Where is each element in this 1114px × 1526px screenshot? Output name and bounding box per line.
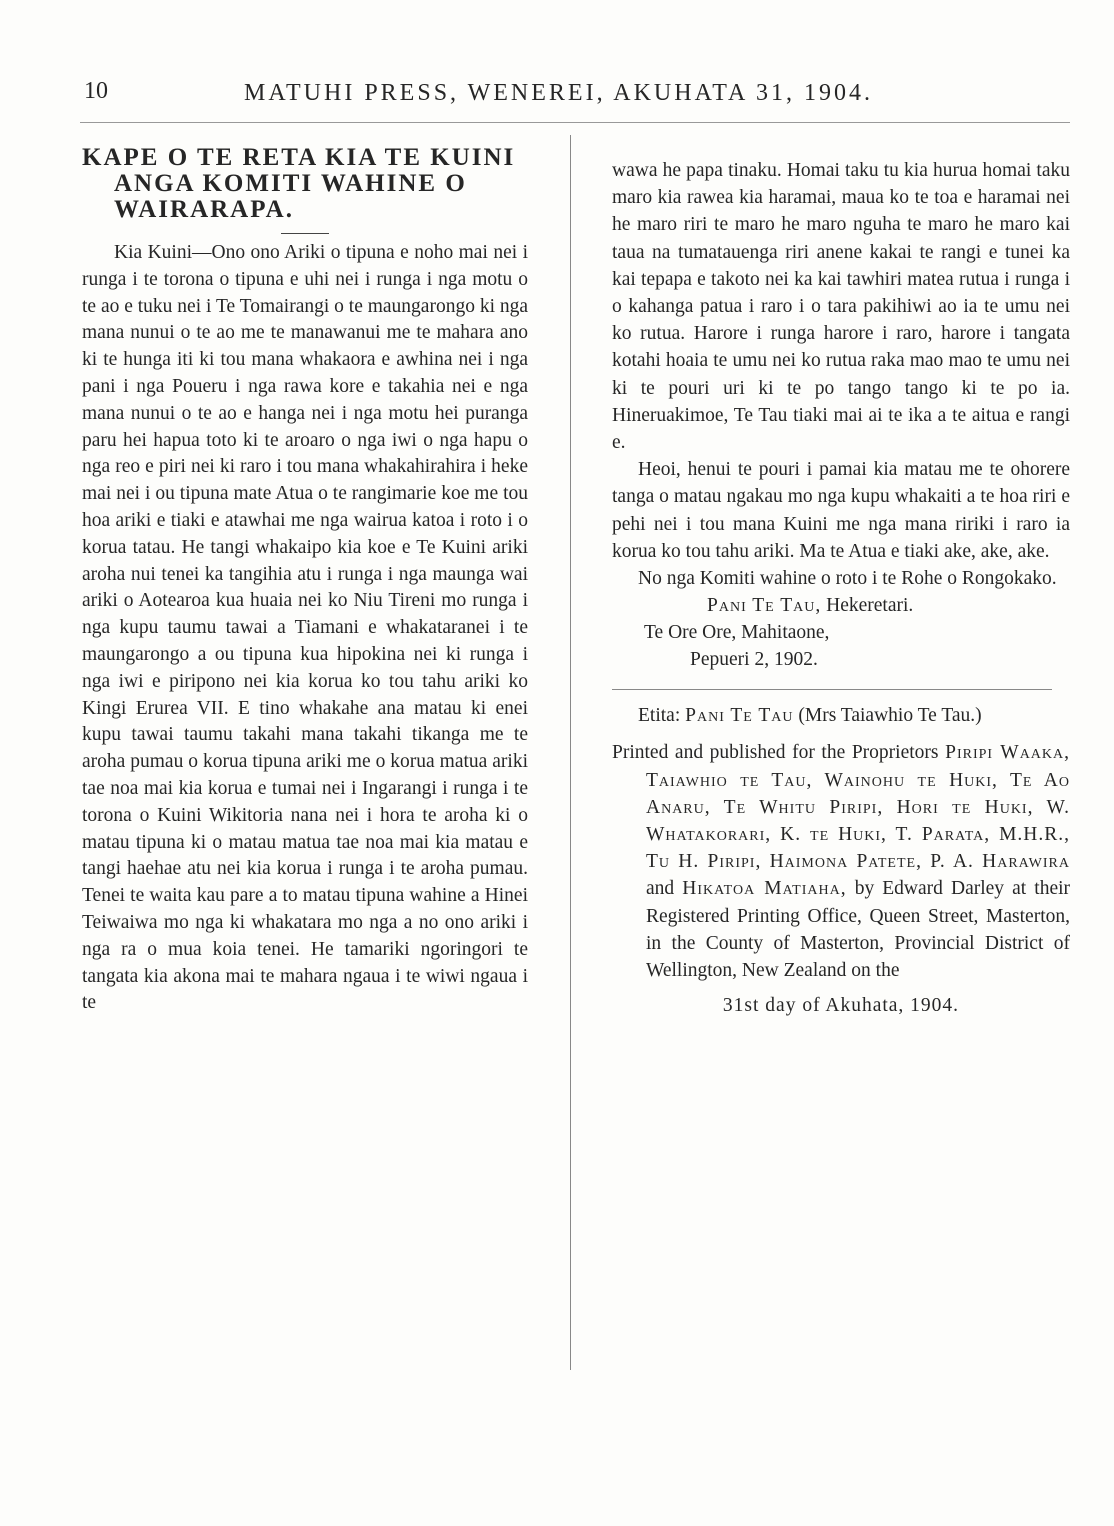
proprietors-list: Piripi Waaka, Taiawhio te Tau, Wainohu te Huki, Te Ao Anaru, Te Whitu Piripi, Hori te Huki, W. Whatakorari, K. te Huki, T. Parata, M.H.R., Tu H. Piripi, Haimona Patete, P. A. Harawira: [646, 742, 1071, 873]
editor-label: Etita:: [638, 705, 681, 727]
left-column: [82, 145, 528, 1017]
page-header: [84, 70, 1064, 120]
editor-name: Pani Te Tau: [685, 705, 794, 727]
title-rule: [281, 233, 329, 234]
right-column: [612, 157, 1070, 1020]
article-body-continued: wawa he papa tinaku. Homai taku tu kia hurua homai taku maro kia rawea kia haramai, maua ko te toa e haramai nei he maro riri te maro he maro nguha te maro he maro kai taua na tumatauenga riri anene kakai te rangi e tunei ka kai tepapa e takoto nei ka kai tawhiri matea rutua i runga i o kahanga patua i raro i o tara pakihiwi ao ia te umu nei ko rutua. Harore i runga harore i raro, harore i tangata kotahi hoaia te umu nei ko rutua raka mao mao te umu nei ki te pouri uri ki te po tango tango ki te po ia. Hineruakimoe, Te Tau tiaki mai ai te ika a te aitua e rangi e.: [612, 160, 1070, 454]
article-body-left: Kia Kuini—Ono ono Ariki o tipuna e noho mai nei i runga i te torona o tipuna e uhi nei i runga i nga motu o te ao e tuku nei i Te Tomairangi o te maungarongo ki nga mana nunui o te ao me te manawanui me te mahara ano ki te hunga iti ki tou mana whakaora e awhina nei i nga pani i nga Poueru i nga rawa kore e takahia nei e nga mana nunui o te ao e hanga nei i nga motu hei puranga paru hei hapua toto ki te aroaro o nga iwi o nga hapu o nga reo e piri nei ki raro i tou mana whakahirahira i heke mai nei i ou tipuna mate Atua o te rangimarie koe me tou hoa ariki e tiaki e atawhai me nga wairua katoa i roto i o korua tatau. He tangi whakaipo kia koe e Te Kuini ariki aroha nui tenei ka tangihia atu i runga i nga maunga wai ariki o Aotearoa kua huaia nei ko Niu Tireni mo runga i nga kupu taumu tawai a Tiamani e whakataranei i te maungarongo a ou tipuna kua hipokina nei ki runga i nga iwi e piripono nei kia korua ko tou tahu ariki ko Kingi Erurea VII. E tino whakahe ana matau ki enei kupu tawai taumu takahi mana takahi tikanga me te aroha pumau o korua tipuna ariki me o korua matua ariki tae noa mai kia korua e tumai nei i Ingarangi i runga i te torona o Kuini Wikitoria nana nei i hora te aroha ki o matau tipuna ki o matau matua tae noa mai kia matau e tangi haehae atu nei kia korua i runga i te aroha pumau. Tenei te waita kau pare a to matau tipuna wahine a Hinei Teiwaiwa mo nga ki whakatara mo nga a no ono ariki i nga ra o mua koia tenei. He tamariki ngoringori te tangata kia akona mai te mahara ngaua i te wiwi ngaua i te: [82, 242, 529, 1014]
imprint: [612, 739, 1070, 984]
header-rule: [80, 122, 1070, 123]
letter-date: Pepueri 2, 1902.: [690, 649, 818, 671]
imprint-intro: Printed and published for the Proprietors: [612, 742, 939, 764]
article-title: KAPE O TE RETA KIA TE KUINI ANGA KOMITI WAHINE O WAIRARAPA.: [82, 144, 516, 223]
colophon-rule: [612, 689, 1052, 690]
masthead: MATUHI PRESS, WENEREI, AKUHATA 31, 1904.: [244, 80, 873, 106]
proprietor-last: Hikatoa Matiaha,: [682, 878, 847, 900]
editor-line: [612, 702, 1070, 729]
signature-name: Pani Te Tau,: [707, 595, 822, 617]
signature: [612, 592, 1070, 619]
letter-place: Te Ore Ore, Mahitaone,: [644, 622, 830, 644]
article-paragraph-heoi: Heoi, henui te pouri i pamai kia matau me te ohorere tanga o matau ngakau mo nga kupu whakaiti a te hoa riri e pehi nei i tou mana Kuini me nga mana ririki i raro ia korua ko tou tahu ariki. Ma te Atua e tiaki ake, ake, ake.: [612, 459, 1070, 562]
imprint-printer: by Edward Darley at their Registered Printing Office, Queen Street, Masterton, in the County of Masterton, Provincial District of Wellington, New Zealand on the: [646, 878, 1071, 982]
signature-role: Hekeretari.: [826, 595, 914, 617]
publication-date: 31st day of Akuhata, 1904.: [722, 995, 960, 1017]
imprint-and: and: [646, 878, 675, 900]
article-sender: No nga Komiti wahine o roto i te Rohe o Rongokako.: [638, 568, 1057, 590]
column-divider: [570, 135, 571, 1370]
page-number: 10: [84, 78, 108, 104]
editor-note: (Mrs Taiawhio Te Tau.): [798, 705, 982, 727]
